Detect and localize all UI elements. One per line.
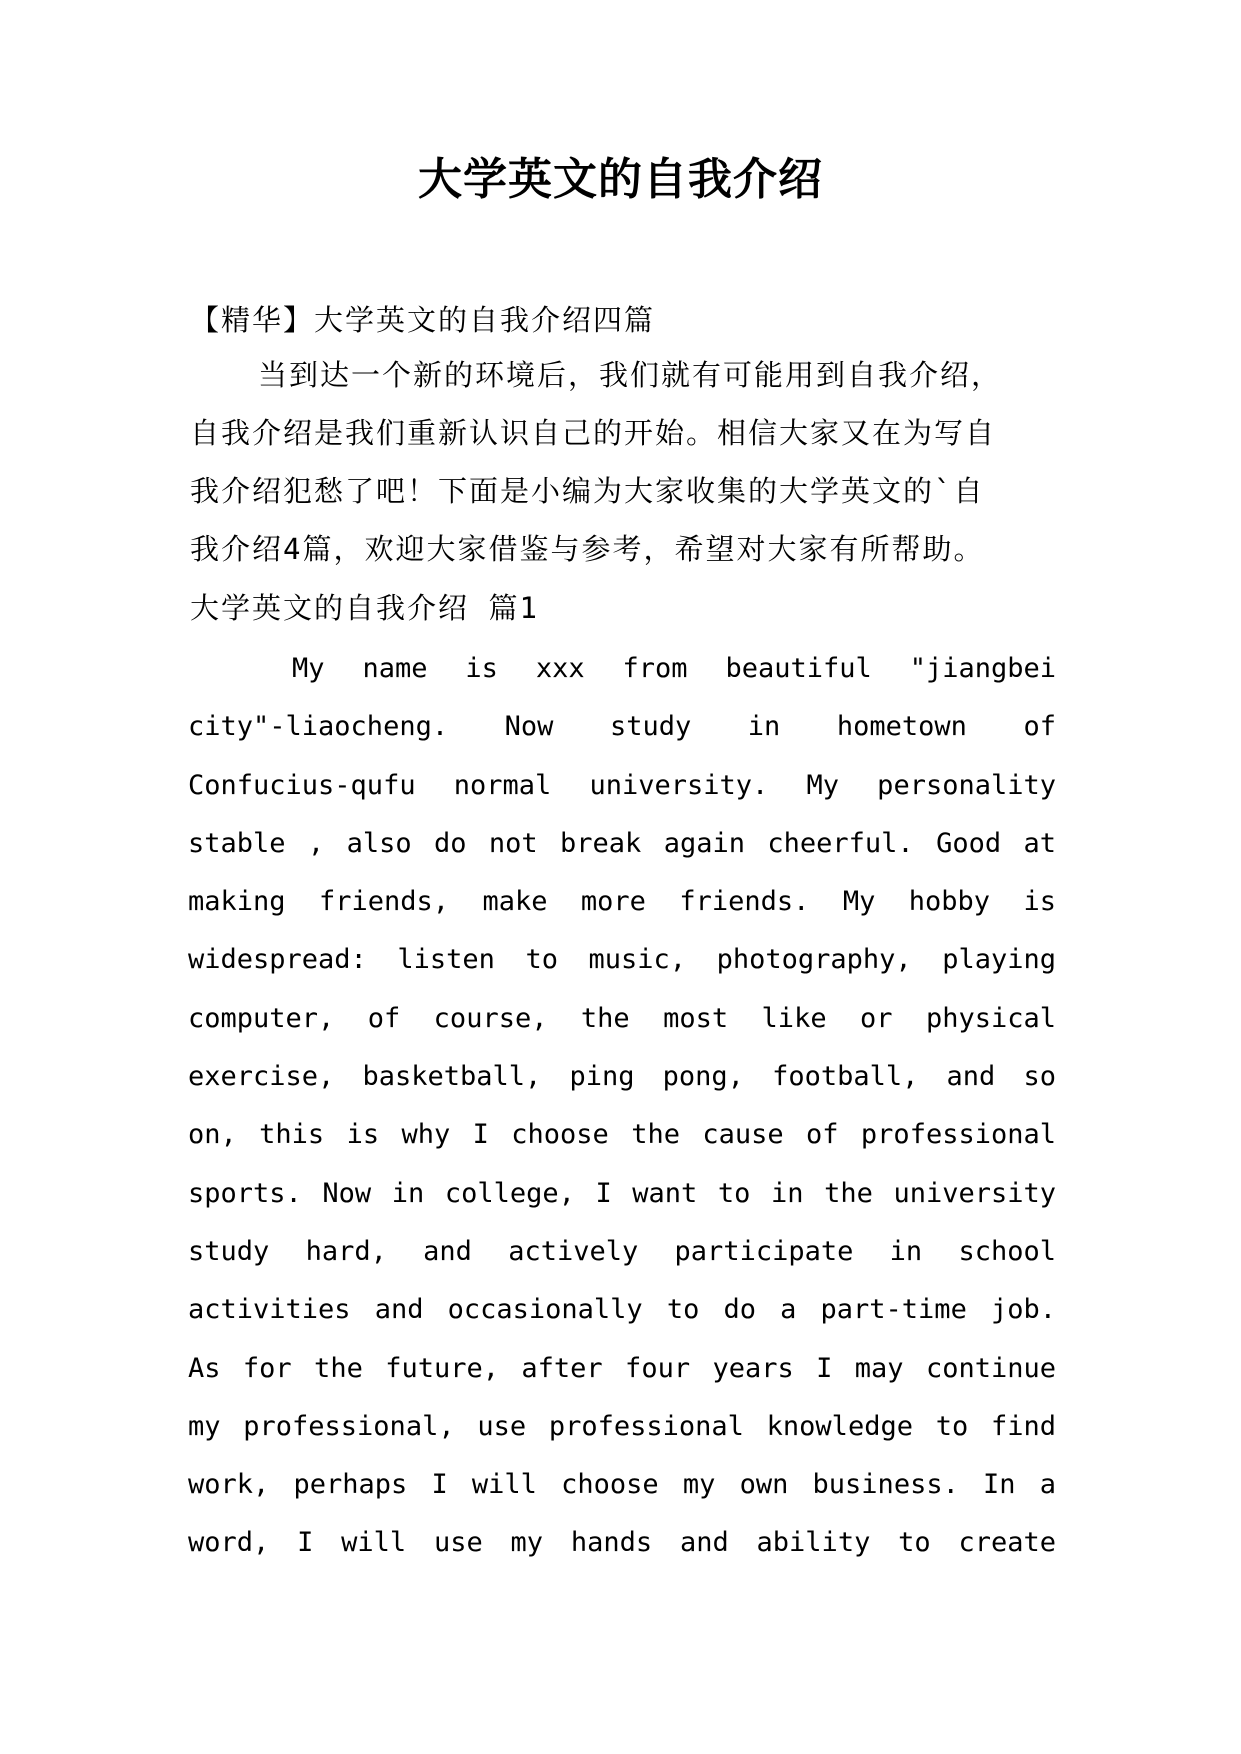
english-line: work, perhaps I will choose my own business. In a bbox=[188, 1469, 1056, 1501]
english-line: word, I will use my hands and ability to create bbox=[188, 1527, 1056, 1559]
english-line: exercise, basketball, ping pong, football, and so bbox=[188, 1061, 1056, 1093]
english-line: city"-liaocheng. Now study in hometown of bbox=[188, 711, 1056, 743]
english-line: widespread: listen to music, photography, playing bbox=[188, 944, 1056, 976]
intro-line: 我介绍4篇，欢迎大家借鉴与参考，希望对大家有所帮助。 bbox=[190, 532, 985, 566]
english-line: stable , also do not break again cheerful. Good at bbox=[188, 827, 1056, 859]
english-line: on, this is why I choose the cause of professional bbox=[188, 1119, 1056, 1151]
document-subtitle: 【精华】大学英文的自我介绍四篇 bbox=[190, 303, 656, 337]
intro-line: 当到达一个新的环境后，我们就有可能用到自我介绍， bbox=[258, 358, 1003, 392]
english-line: Confucius-qufu normal university. My personality bbox=[188, 769, 1056, 801]
english-line: sports. Now in college, I want to in the university bbox=[188, 1177, 1056, 1209]
english-line: study hard, and actively participate in school bbox=[188, 1235, 1056, 1267]
intro-line: 自我介绍是我们重新认识自己的开始。相信大家又在为写自 bbox=[190, 416, 997, 450]
document-title: 大学英文的自我介绍 bbox=[418, 154, 823, 205]
english-line: computer, of course, the most like or physical bbox=[188, 1002, 1056, 1034]
intro-line: 我介绍犯愁了吧！下面是小编为大家收集的大学英文的`自 bbox=[190, 474, 985, 508]
english-line: As for the future, after four years I may continue bbox=[188, 1352, 1056, 1384]
english-line: activities and occasionally to do a part-time job. bbox=[188, 1294, 1056, 1326]
section-heading: 大学英文的自我介绍 篇1 bbox=[190, 591, 539, 625]
english-line: my professional, use professional knowledge to find bbox=[188, 1410, 1056, 1442]
intro-paragraph bbox=[190, 346, 1060, 578]
english-paragraph bbox=[188, 640, 1056, 1573]
english-line: My name is xxx from beautiful "jiangbei bbox=[292, 653, 1056, 684]
english-line: making friends, make more friends. My hobby is bbox=[188, 886, 1056, 918]
